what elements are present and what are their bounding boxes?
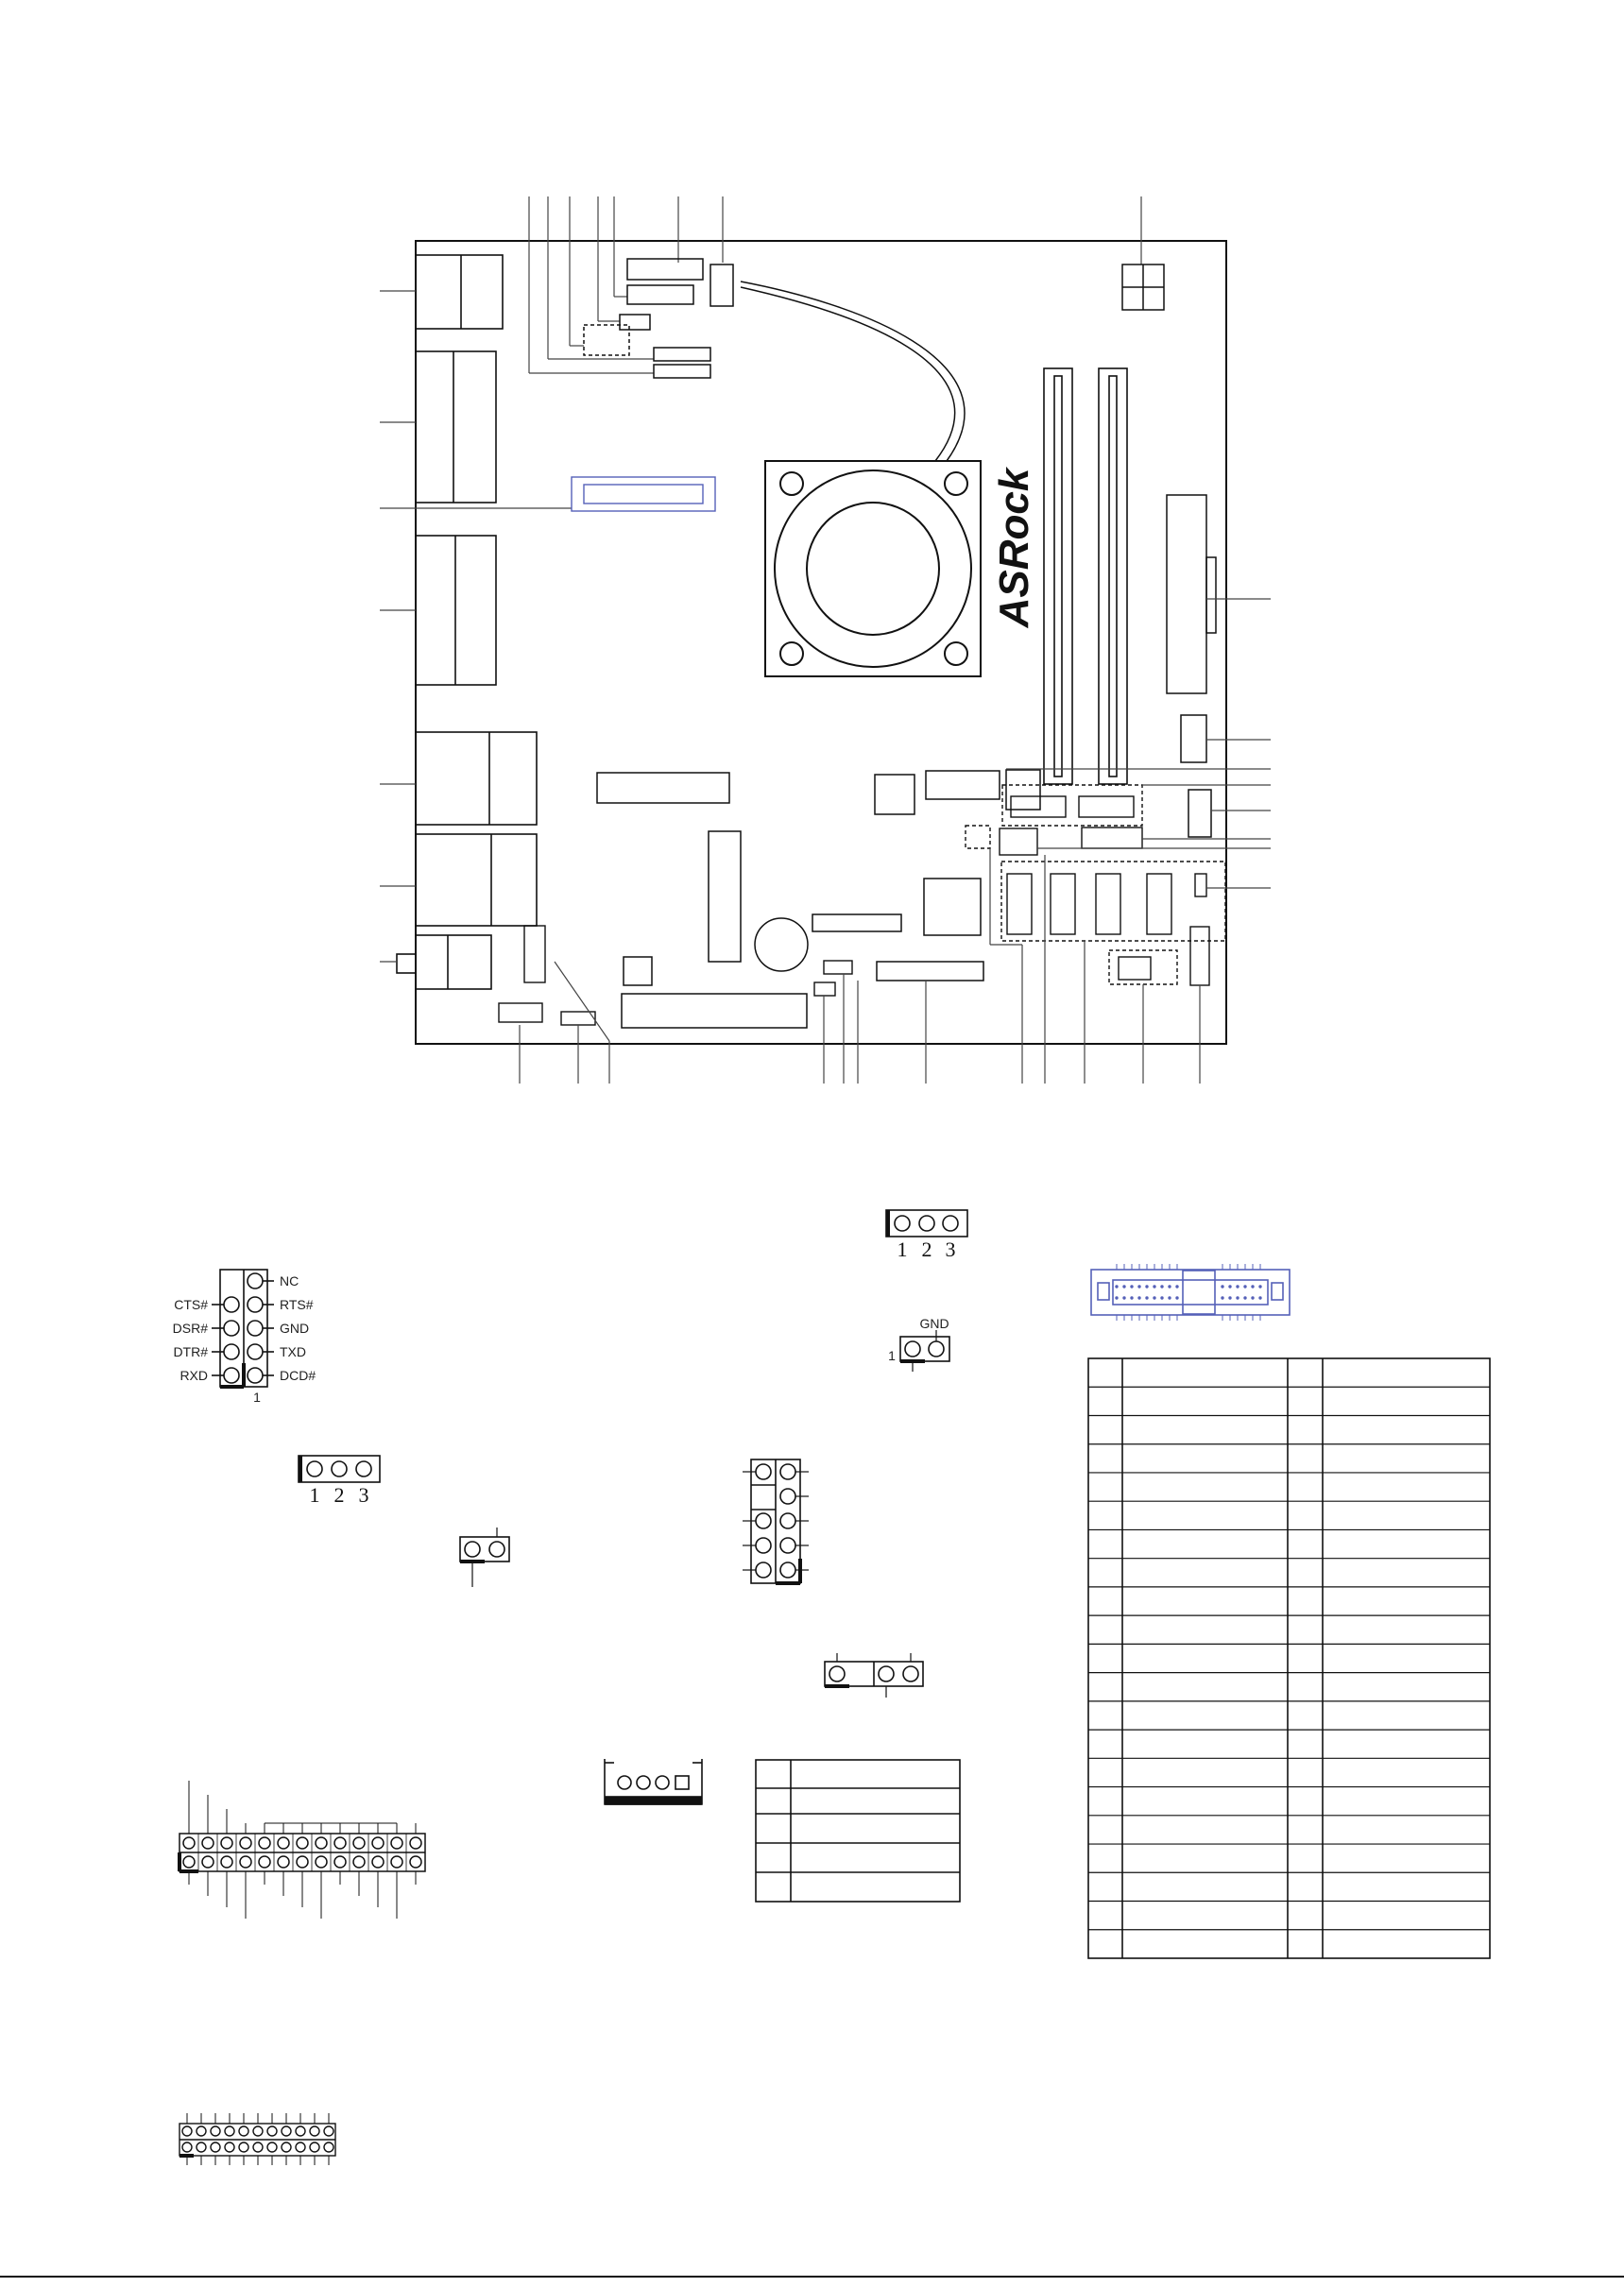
small-header-pin (239, 2126, 248, 2136)
small-header-pin (296, 2142, 305, 2152)
small-header-pin (324, 2126, 333, 2136)
small-header-pin (296, 2126, 305, 2136)
left-callouts (380, 291, 572, 962)
long-header-pin (372, 1856, 384, 1868)
long-header-pin (353, 1837, 365, 1849)
small-header-pin (239, 2142, 248, 2152)
pci-slot (622, 994, 807, 1028)
long-header-pin (316, 1837, 327, 1849)
chip-medium (924, 879, 981, 935)
sodimm-connector-illustration (1091, 1264, 1290, 1321)
long-header-pin (221, 1837, 232, 1849)
long-header-pin (316, 1856, 327, 1868)
small-header-pin (211, 2142, 220, 2152)
long-header-pin (240, 1856, 251, 1868)
chip-tiny (624, 957, 652, 985)
long-header-pin (183, 1837, 195, 1849)
brand-logo: ASRock (991, 468, 1037, 628)
two-pin-header (460, 1528, 509, 1587)
small-header-pin (267, 2142, 277, 2152)
com-pin-left (224, 1297, 239, 1312)
jumper-top-pin-2: 2 (921, 1237, 932, 1261)
bottom-small-header (179, 2113, 335, 2165)
small-header-pin (310, 2142, 319, 2152)
long-header-pin (259, 1856, 270, 1868)
small-header-pin (182, 2142, 192, 2152)
bios-chip (709, 831, 741, 962)
small-header-pin (324, 2142, 333, 2152)
small-header-pin (182, 2126, 192, 2136)
header-row-2 (654, 365, 710, 378)
long-header-pin (240, 1837, 251, 1849)
com-left-label: DTR# (173, 1344, 208, 1359)
com-right-label: RTS# (280, 1297, 314, 1312)
small-header-pin (282, 2126, 291, 2136)
fan-connector-right (1181, 715, 1206, 762)
jumper-left-pin-2: 2 (333, 1483, 345, 1507)
right-callouts (1006, 599, 1271, 888)
chipset-label-box (597, 773, 729, 803)
small-header-pin (197, 2142, 206, 2152)
jumper-top (620, 315, 650, 330)
small-header-pin (310, 2126, 319, 2136)
jumper-left-diagram (299, 1456, 380, 1507)
com-right-label: NC (280, 1273, 299, 1289)
com-pin-right (248, 1297, 263, 1312)
cmos-battery (755, 918, 808, 971)
fan-connector-top (710, 265, 733, 306)
usb-header-bottom (812, 914, 901, 931)
rear-io-ports (397, 255, 537, 989)
long-header-pin (410, 1837, 421, 1849)
chip-small (875, 775, 915, 814)
ten-pin-header (743, 1459, 809, 1583)
cpu-fan (741, 282, 981, 676)
jumper-top-pin-3: 3 (945, 1237, 956, 1261)
jumper-left-pin-3: 3 (358, 1483, 369, 1507)
small-header-pin (211, 2126, 220, 2136)
top-headers (584, 259, 1164, 378)
long-header-pin (221, 1856, 232, 1868)
small-header-pin (267, 2126, 277, 2136)
com-pin-right (248, 1368, 263, 1383)
long-header-pin (334, 1856, 346, 1868)
long-header-pin (334, 1837, 346, 1849)
dashed-header-groups (499, 785, 1225, 1025)
com-header-diagram (173, 1270, 316, 1405)
small-header-pin (225, 2142, 234, 2152)
ps2-port (416, 255, 503, 329)
com-right-label: TXD (280, 1344, 306, 1359)
small-header-pin (282, 2142, 291, 2152)
front-panel-header (877, 962, 983, 981)
long-header-pin (297, 1856, 308, 1868)
memory-slots (1044, 368, 1127, 784)
mini-pcie-slot (572, 477, 715, 511)
header-top-2 (627, 285, 693, 304)
header-top-1 (627, 259, 703, 280)
gnd-label: GND (919, 1316, 949, 1331)
long-header-pin (202, 1856, 214, 1868)
long-header-pin (278, 1856, 289, 1868)
long-header-pin (183, 1856, 195, 1868)
ide-connector (1167, 495, 1206, 693)
small-header-pin (253, 2126, 263, 2136)
com-left-label: RXD (179, 1368, 208, 1383)
small-header-pin (253, 2142, 263, 2152)
dimm-slot-2 (1099, 368, 1127, 784)
com-right-label: GND (280, 1321, 310, 1336)
com-pin-left (224, 1368, 239, 1383)
long-header-pin (372, 1837, 384, 1849)
long-header-pin (278, 1837, 289, 1849)
large-pin-table (1088, 1358, 1490, 1958)
com-left-label: CTS# (174, 1297, 208, 1312)
small-header-pin (225, 2126, 234, 2136)
usb-lan-port-1 (416, 732, 537, 825)
long-header-pin (297, 1837, 308, 1849)
long-header-pin (391, 1856, 402, 1868)
long-header-pin (202, 1837, 214, 1849)
long-header-pin (353, 1856, 365, 1868)
gnd-header-diagram (888, 1316, 949, 1372)
com-pin-right (248, 1344, 263, 1359)
split-three-pin-header (825, 1653, 923, 1698)
vga-port (416, 351, 496, 503)
dimm-slot-1 (1044, 368, 1072, 784)
com-pin-left (224, 1344, 239, 1359)
com-pin1-label: 1 (253, 1390, 261, 1405)
jumper-left-pin-1: 1 (309, 1483, 320, 1507)
top-callouts (529, 196, 1141, 373)
four-pin-connector (605, 1759, 702, 1804)
long-header-pin (410, 1856, 421, 1868)
right-connectors (597, 495, 1216, 1028)
com-pin-right (248, 1321, 263, 1336)
com-pin-left (224, 1321, 239, 1336)
fan-connector-right-2 (1188, 790, 1211, 837)
sata-port (926, 771, 1000, 799)
audio-jack (397, 954, 416, 973)
long-header-pin (259, 1837, 270, 1849)
jumper-top-pin-1: 1 (897, 1237, 908, 1261)
jumper-top-diagram (886, 1210, 967, 1261)
usb-lan-port-2 (416, 834, 537, 926)
motherboard (380, 196, 1271, 1084)
header-row-1 (654, 348, 710, 361)
long-header-diagram (179, 1781, 425, 1919)
long-header-pin (391, 1837, 402, 1849)
small-header-pin (197, 2126, 206, 2136)
bottom-callouts (520, 848, 1200, 1084)
small-pin-table (756, 1760, 960, 1902)
com-pin-right (248, 1273, 263, 1289)
audio-port (416, 935, 491, 989)
com-right-label: DCD# (280, 1368, 316, 1383)
com-left-label: DSR# (172, 1321, 208, 1336)
gnd-pin1-label: 1 (888, 1348, 896, 1363)
